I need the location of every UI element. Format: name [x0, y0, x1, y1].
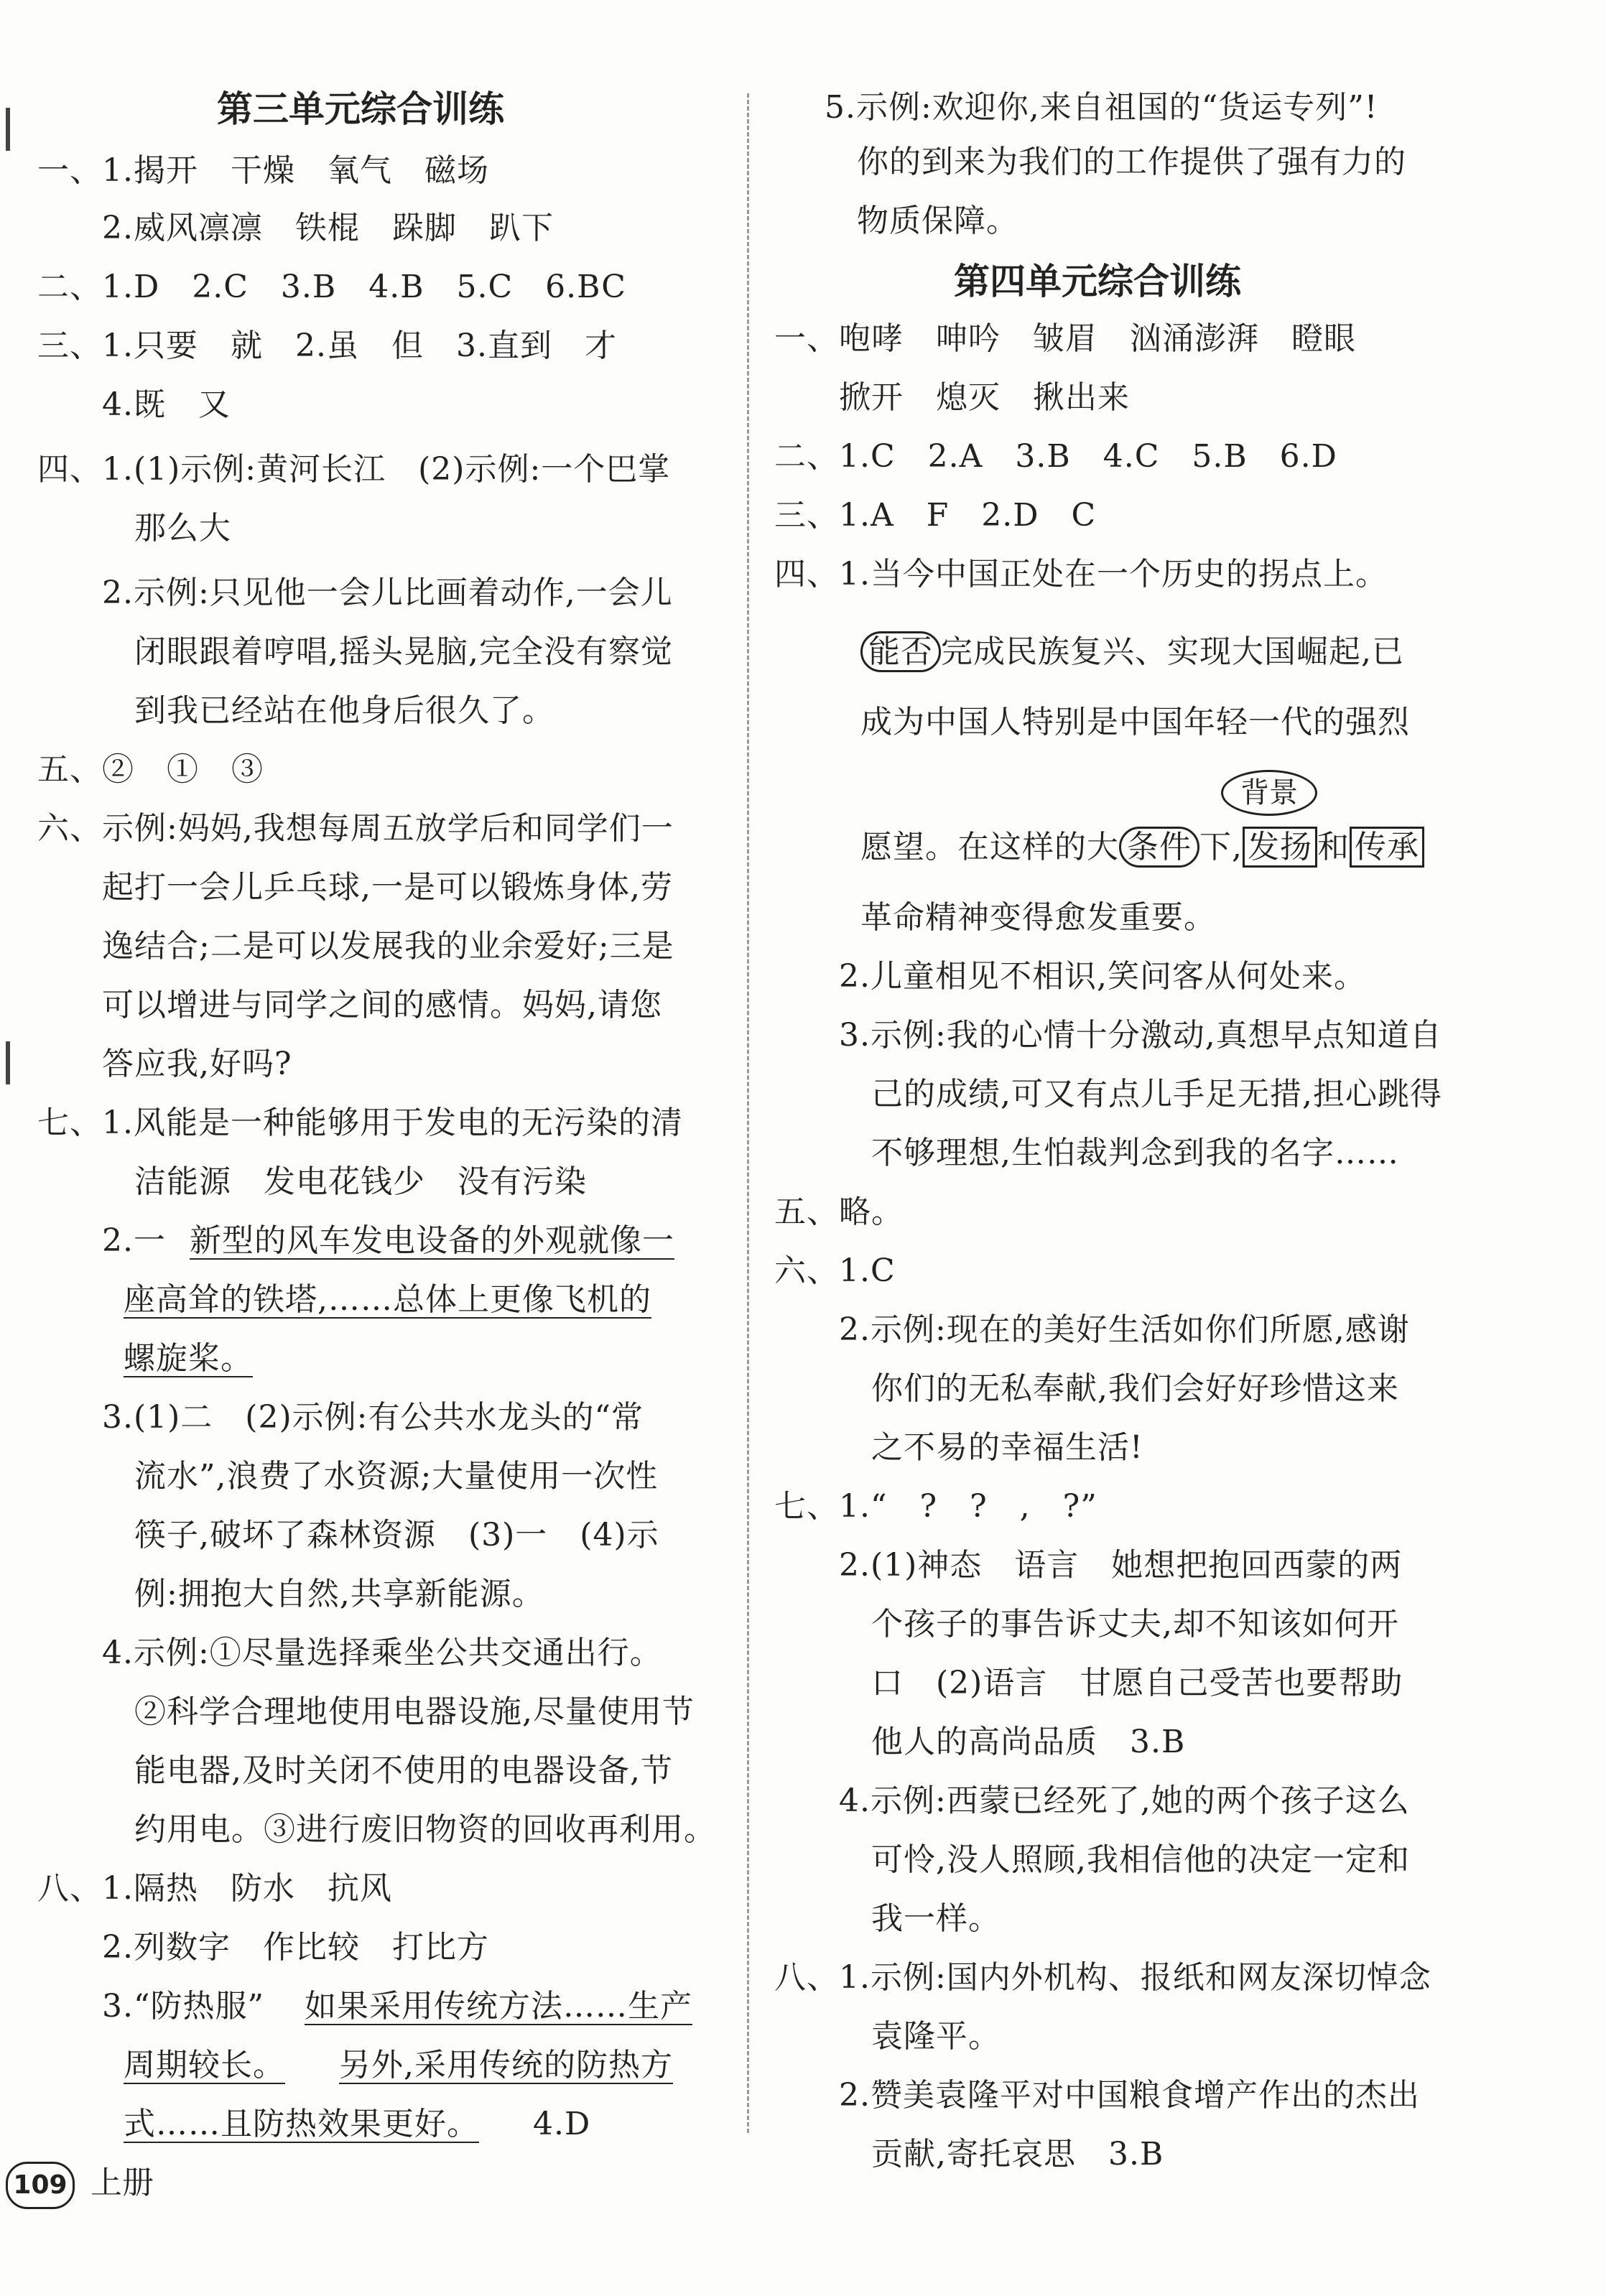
answer-line: 我一样。: [774, 1900, 1001, 1937]
answer-line: 流水”,浪费了水资源;大量使用一次性: [37, 1458, 659, 1495]
sentence-fragment: 和: [1317, 829, 1350, 865]
annotation-bubble: 背景: [1221, 770, 1317, 816]
answer-line: 2.(1)神态 语言 她想把抱回西蒙的两: [774, 1547, 1403, 1584]
answer-line: 2.威风凛凛 铁棍 跺脚 趴下: [37, 210, 554, 246]
boxed-word: 传承: [1350, 827, 1424, 868]
sentence-fragment: 愿望。在这样的大: [860, 829, 1119, 865]
answer-line: 2.儿童相见不相识,笑问客从何处来。: [774, 958, 1366, 995]
answer-line: 洁能源 发电花钱少 没有污染: [37, 1163, 587, 1200]
answer-line: 他人的高尚品质 3.B: [774, 1724, 1186, 1760]
answer-line: 一、咆哮 呻吟 皱眉 汹涌澎湃 瞪眼: [774, 320, 1356, 357]
answer-line: 四、1.(1)示例:黄河长江 (2)示例:一个巴掌: [37, 451, 671, 488]
underlined-answer: 另外,采用传统的防热方: [339, 2047, 673, 2083]
page-footer: [6, 2155, 293, 2212]
underlined-answer: 周期较长。: [124, 2047, 285, 2083]
answer-line: 2.赞美袁隆平对中国粮食增产作出的杰出: [774, 2077, 1420, 2114]
answer-line: 口 (2)语言 甘愿自己受苦也要帮助: [774, 1665, 1403, 1701]
answer-line: 己的成绩,可又有点儿手足无措,担心跳得: [774, 1076, 1442, 1112]
answer-line: 2.示例:只见他一会儿比画着动作,一会儿: [37, 575, 673, 611]
sentence-fragment: 下,: [1199, 829, 1243, 865]
answer-line: 四、1.当今中国正处在一个历史的拐点上。: [774, 556, 1388, 592]
answer-line: 逸结合;二是可以发展我的业余爱好;三是: [37, 928, 674, 965]
column-divider: [747, 93, 749, 2133]
answer-line: 革命精神变得愈发重要。: [860, 899, 1216, 936]
page-number: 109: [6, 2162, 75, 2209]
answer-line: 不够理想,生怕裁判念到我的名字……: [774, 1135, 1399, 1171]
answer-line: 4.既 又: [37, 386, 231, 423]
circled-word: 条件: [1119, 827, 1199, 868]
answer-line: 能电器,及时关闭不使用的电器设备,节: [37, 1752, 673, 1789]
answer-line: 六、1.C: [774, 1252, 896, 1289]
binding-mark: [6, 108, 10, 151]
answer-line: 之不易的幸福生活!: [774, 1429, 1143, 1466]
answer-line: 成为中国人特别是中国年轻一代的强烈: [860, 704, 1410, 740]
answer-line: 4.示例:西蒙已经死了,她的两个孩子这么: [774, 1783, 1410, 1819]
underlined-answer: 座高耸的铁塔,……总体上更像飞机的: [124, 1281, 651, 1318]
answer-line: 五、略。: [774, 1194, 904, 1230]
answer-line: 可以增进与同学之间的感情。妈妈,请您: [37, 987, 662, 1023]
answer-line: 3.示例:我的心情十分激动,真想早点知道自: [774, 1017, 1442, 1054]
answer-line: ②科学合理地使用电器设施,尽量使用节: [37, 1693, 695, 1730]
answer-line: 二、1.C 2.A 3.B 4.C 5.B 6.D: [774, 438, 1337, 475]
answer-line: 你们的无私奉献,我们会好好珍惜这来: [774, 1370, 1399, 1407]
answer-line: 个孩子的事告诉丈夫,却不知该如何开: [774, 1606, 1399, 1642]
answer-line: 七、1.风能是一种能够用于发电的无污染的清: [37, 1105, 683, 1141]
answer-line: 3.“防热服”: [37, 1988, 264, 2025]
answer-line: 4.D: [533, 2106, 591, 2142]
answer-line: 4.示例:①尽量选择乘坐公共交通出行。: [37, 1635, 662, 1671]
underlined-answer: 如果采用传统方法……生产: [305, 1988, 692, 2025]
answer-line: 答应我,好吗?: [37, 1046, 292, 1082]
boxed-word: 发扬: [1243, 827, 1317, 868]
answer-line: 七、1.“ ? ? , ?”: [774, 1488, 1097, 1525]
underlined-answer: 新型的风车发电设备的外观就像一: [190, 1222, 674, 1259]
answer-line: 例:拥抱大自然,共享新能源。: [37, 1576, 544, 1612]
answer-line: 到我已经站在他身后很久了。: [37, 692, 554, 729]
answer-line: 物质保障。: [825, 203, 1018, 239]
answer-line: 八、1.示例:国内外机构、报纸和网友深切悼念: [774, 1959, 1431, 1996]
revision-line: [860, 631, 1404, 674]
answer-line: 二、1.D 2.C 3.B 4.B 5.C 6.BC: [37, 269, 626, 305]
underlined-answer: 螺旋桨。: [124, 1340, 253, 1377]
volume-label: 上册: [90, 2165, 154, 2201]
answer-line: 2.一: [37, 1222, 166, 1259]
answer-line: 贡献,寄托哀思 3.B: [774, 2136, 1164, 2172]
answer-line: 三、1.A F 2.D C: [774, 497, 1097, 534]
answer-line: 袁隆平。: [774, 2018, 1001, 2055]
sentence-fragment: 完成民族复兴、实现大国崛起,已: [941, 633, 1404, 670]
answer-line: 可怜,没人照顾,我相信他的决定一定和: [774, 1841, 1410, 1878]
answer-line: 掀开 熄灭 揪出来: [774, 379, 1130, 416]
circled-word: 能否: [860, 631, 941, 672]
answer-line: 起打一会儿乒乓球,一是可以锻炼身体,劳: [37, 869, 673, 906]
answer-line: 3.(1)二 (2)示例:有公共水龙头的“常: [37, 1399, 644, 1436]
answer-line: 2.列数字 作比较 打比方: [37, 1929, 489, 1966]
answer-line: 一、1.揭开 干燥 氧气 磁场: [37, 152, 489, 189]
revision-line: [860, 826, 1424, 869]
answer-line: 约用电。③进行废旧物资的回收再利用。: [37, 1811, 716, 1848]
answer-line: 五、② ① ③: [37, 751, 264, 788]
answer-line: 筷子,破坏了森林资源 (3)一 (4)示: [37, 1517, 659, 1553]
answer-line: 你的到来为我们的工作提供了强有力的: [825, 144, 1406, 180]
answer-line: 2.示例:现在的美好生活如你们所愿,感谢: [774, 1311, 1410, 1348]
answer-line: 三、1.只要 就 2.虽 但 3.直到 才: [37, 327, 617, 364]
answer-line: 那么大: [37, 510, 231, 547]
answer-line: 闭眼跟着哼唱,摇头晃脑,完全没有察觉: [37, 633, 673, 670]
answer-line: 八、1.隔热 防水 抗风: [37, 1870, 392, 1907]
answer-line: 六、示例:妈妈,我想每周五放学后和同学们一: [37, 810, 674, 847]
binding-mark: [6, 1041, 10, 1084]
section-title: 第四单元综合训练: [954, 261, 1241, 302]
underlined-answer: 式……且防热效果更好。: [124, 2106, 479, 2142]
answer-line: 5.示例:欢迎你,来自祖国的“货运专列”!: [825, 89, 1378, 126]
section-title: 第三单元综合训练: [217, 88, 504, 130]
